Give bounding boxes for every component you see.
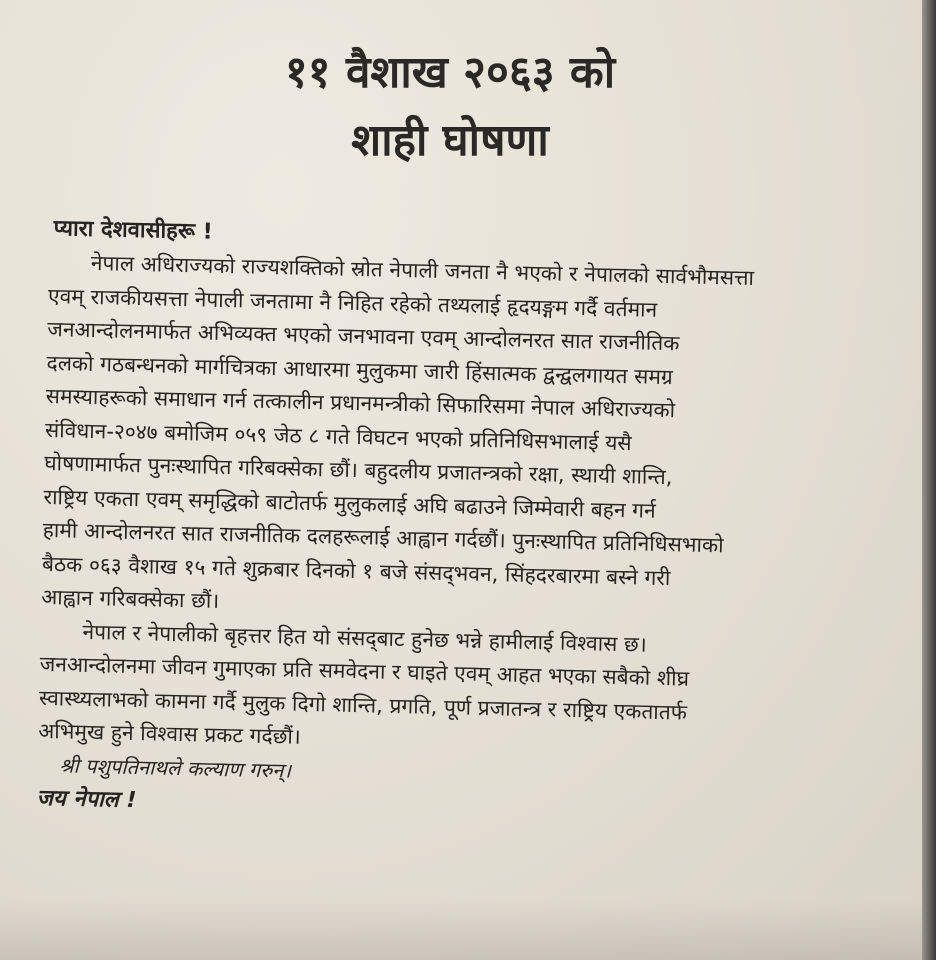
text-line: समस्याहरूको समाधान गर्न तत्कालीन प्रधानमन्त्रीको सिफारिसमा नेपाल अधिराज्यको <box>45 383 676 423</box>
text-line: संविधान-२०४७ बमोजिम ०५९ जेठ ८ गते विघटन भएको प्रतिनिधिसभालाई यसै <box>44 417 632 455</box>
text-line: दलको गठबन्धनको मार्गचित्रका आधारमा मुलुकमा जारी हिंसात्मक द्वन्द्वलगायत समग्र <box>46 350 674 389</box>
text-line: एवम् राजकीयसत्ता नेपाली जनतामा नै निहित रहेको तथ्यलाई हृदयङ्गम गर्दै वर्तमान <box>47 283 658 322</box>
closing-blessing: श्री पशुपतिनाथले कल्याण गरुन्। <box>59 752 292 783</box>
text-line: राष्ट्रिय एकता एवम् समृद्धिको बाटोतर्फ मुलुकलाई अघि बढाउने जिम्मेवारी बहन गर्न <box>43 484 656 523</box>
document-title-line-2: शाही घोषणा <box>351 115 549 166</box>
paragraph-2 <box>38 614 901 767</box>
text-line: आह्वान गरिबक्सेका छौं। <box>40 584 220 613</box>
proclamation-body <box>36 212 909 835</box>
text-line: अभिमुख हुने विश्वास प्रकट गर्दछौं। <box>37 718 302 749</box>
text-line: जनआन्दोलनमा जीवन गुमाएका प्रति समवेदना र घाइते एवम् आहत भएका सबैको शीघ्र <box>39 651 690 691</box>
page-shadow <box>0 900 936 960</box>
paragraph-1 <box>41 246 909 634</box>
text-line: स्वास्थ्यलाभको कामना गर्दै मुलुक दिगो शान्ति, प्रगति, पूर्ण प्रजातन्त्र र राष्ट्रिय एकतातर्फ <box>38 685 688 725</box>
text-line: हामी आन्दोलनरत सात राजनीतिक दलहरूलाई आह्वान गर्दछौं। पुनःस्थापित प्रतिनिधिसभाको <box>42 517 724 558</box>
text-line: जनआन्दोलनमार्फत अभिव्यक्त भएको जनभावना एवम् आन्दोलनरत सात राजनीतिक <box>47 316 680 356</box>
text-line: घोषणामार्फत पुनःस्थापित गरिबक्सेका छौं। बहुदलीय प्रजातन्त्रको रक्षा, स्थायी शान्ति, <box>44 450 673 490</box>
text-line: नेपाल अधिराज्यको राज्यशक्तिको स्रोत नेपाली जनता नै भएको र नेपालको सार्वभौमसत्ता <box>90 250 755 290</box>
salutation: प्यारा देशवासीहरू ! <box>53 216 213 245</box>
sign-off: जय नेपाल ! <box>36 785 137 813</box>
text-line: नेपाल र नेपालीको बृहत्तर हित यो संसद्‌बाट हुनेछ भन्ने हामीलाई विश्वास छ। <box>82 619 648 657</box>
document-title-line-1: ११ वैशाख २०६३ को <box>284 47 616 98</box>
book-spine-edge <box>922 0 936 960</box>
text-line: बैठक ०६३ वैशाख १५ गते शुक्रबार दिनको १ बजे संसद्‌भवन, सिंहदरबारमा बस्ने गरी <box>41 551 671 590</box>
